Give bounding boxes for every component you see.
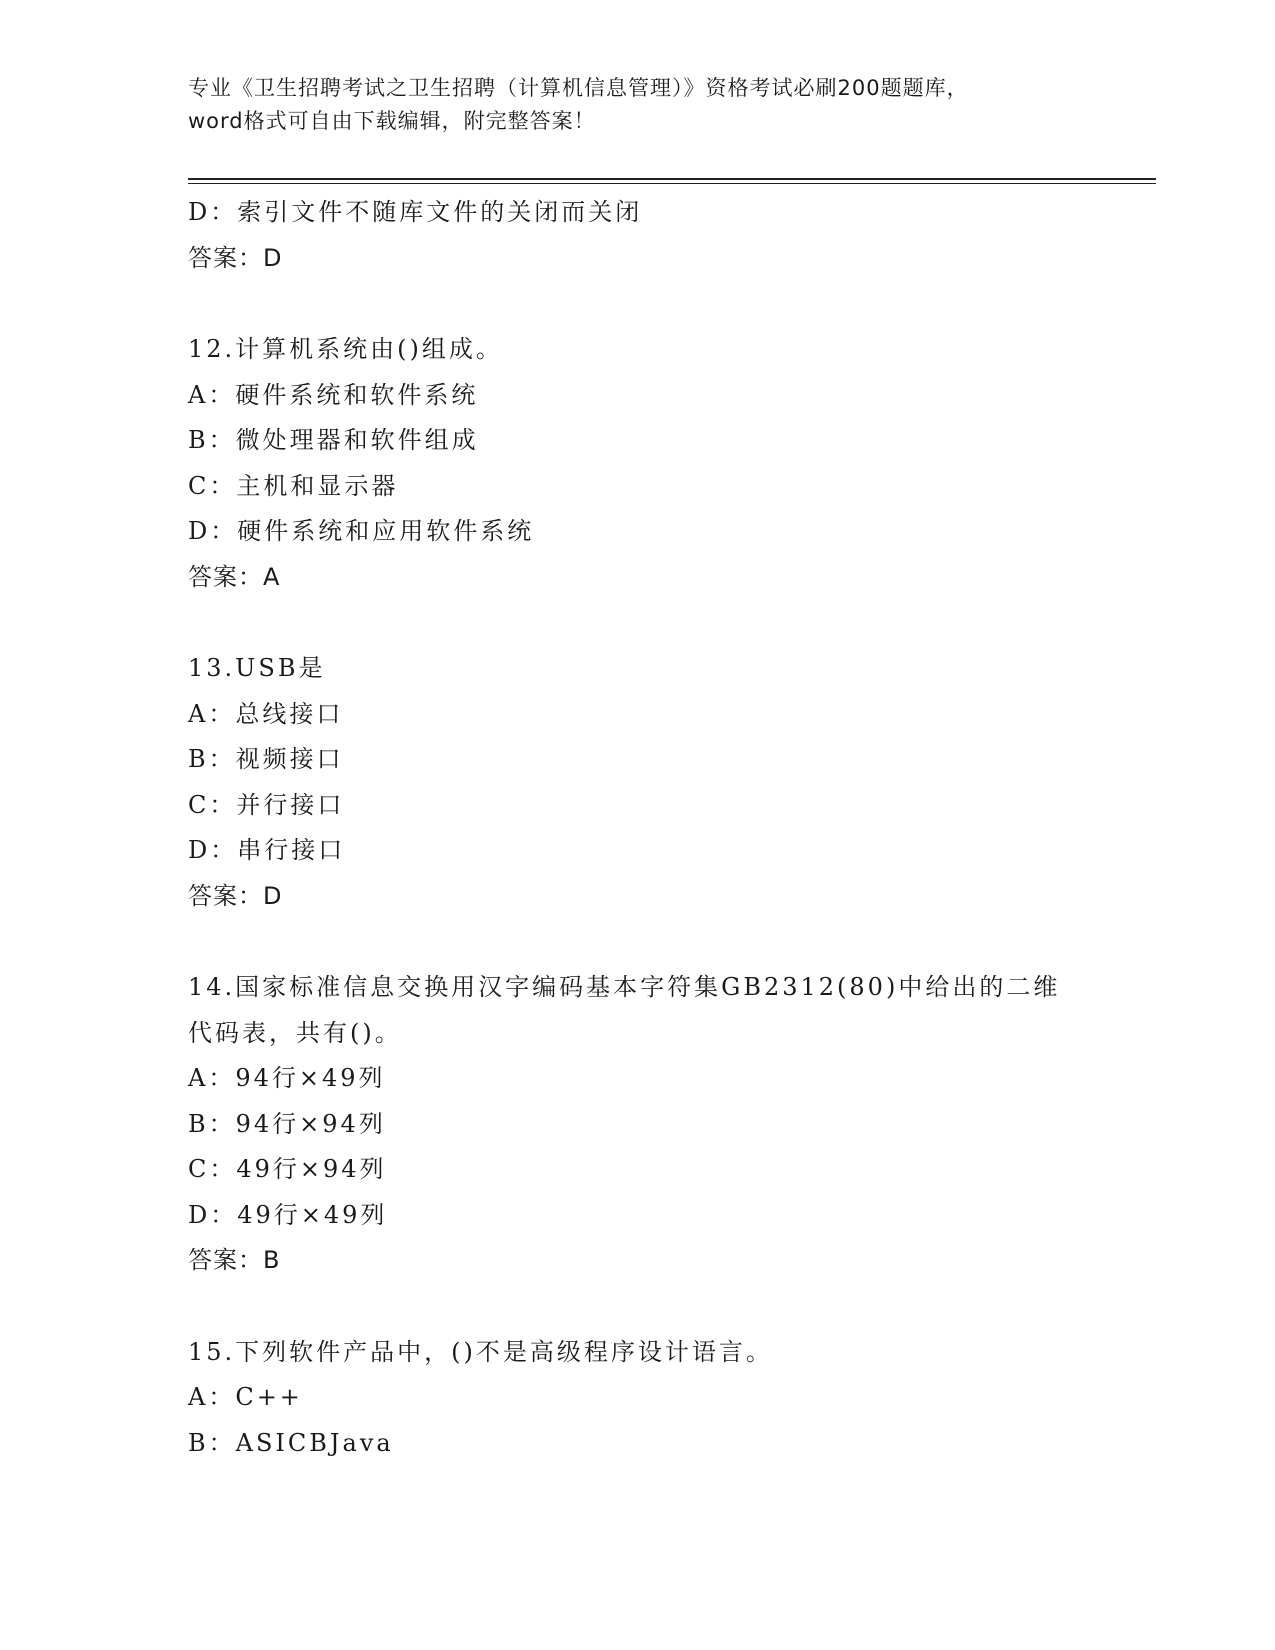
question-spacer <box>188 600 1088 646</box>
option-d: D：硬件系统和应用软件系统 <box>188 517 535 545</box>
question-11-tail <box>188 190 1088 281</box>
option-a: A：94行×49列 <box>188 1064 386 1092</box>
question-stem: 15.下列软件产品中，()不是高级程序设计语言。 <box>188 1337 773 1366</box>
header-divider-thin <box>188 183 1156 184</box>
answer-line: 答案：A <box>188 562 281 591</box>
option-d: D：串行接口 <box>188 836 346 864</box>
answer-line: 答案：D <box>188 243 283 272</box>
question-list <box>188 190 1088 1466</box>
option-b: B：视频接口 <box>188 745 344 773</box>
answer-line: 答案：D <box>188 881 283 910</box>
option-a: A：硬件系统和软件系统 <box>188 380 479 409</box>
question-stem-line-2: 代码表，共有()。 <box>188 1018 402 1047</box>
option-d: D：49行×49列 <box>188 1200 388 1229</box>
option-c: C：并行接口 <box>188 790 345 819</box>
question-14 <box>188 965 1088 1284</box>
question-spacer <box>188 919 1088 965</box>
question-stem-line-1: 14.国家标准信息交换用汉字编码基本字符集GB2312(80)中给出的二维 <box>188 973 1061 1001</box>
question-15 <box>188 1330 1088 1467</box>
option-b: B：94行×94列 <box>188 1109 386 1138</box>
question-spacer <box>188 1284 1088 1330</box>
option-b: B：ASICBJava <box>188 1428 394 1457</box>
question-spacer <box>188 281 1088 327</box>
header-title-line-1: 专业《卫生招聘考试之卫生招聘（计算机信息管理）》资格考试必刷200题题库， <box>188 76 969 100</box>
option-d: D：索引文件不随库文件的关闭而关闭 <box>188 198 643 226</box>
question-12 <box>188 327 1088 600</box>
option-c: C：49行×94列 <box>188 1155 387 1183</box>
header-divider-thick <box>188 178 1156 180</box>
option-a: A：C++ <box>188 1383 303 1411</box>
option-c: C：主机和显示器 <box>188 471 399 500</box>
document-header <box>188 72 1088 138</box>
question-stem: 12.计算机系统由()组成。 <box>188 335 503 363</box>
option-b: B：微处理器和软件组成 <box>188 426 479 454</box>
question-stem: 13.USB是 <box>188 654 326 682</box>
header-title-line-2: word格式可自由下载编辑，附完整答案！ <box>188 109 596 133</box>
option-a: A：总线接口 <box>188 699 344 728</box>
question-13 <box>188 646 1088 919</box>
answer-line: 答案：B <box>188 1246 281 1274</box>
